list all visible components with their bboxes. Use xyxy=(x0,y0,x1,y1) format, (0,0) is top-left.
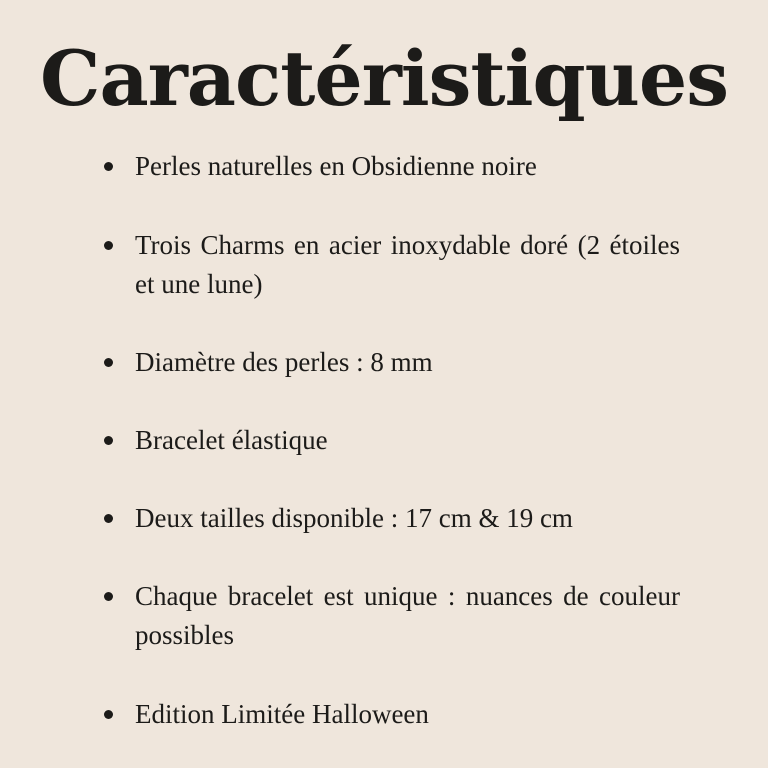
bullet-dot-icon xyxy=(104,162,113,171)
bullet-dot-icon xyxy=(104,358,113,367)
page-title: Caractéristiques xyxy=(40,34,728,123)
list-item-text: Chaque bracelet est unique : nuances de couleur possibles xyxy=(135,581,680,650)
bullet-dot-icon xyxy=(104,436,113,445)
bullet-dot-icon xyxy=(104,241,113,250)
bullet-dot-icon xyxy=(104,592,113,601)
list-item-text: Diamètre des perles : 8 mm xyxy=(135,347,433,377)
bullet-dot-icon xyxy=(104,514,113,523)
bullet-dot-icon xyxy=(104,710,113,719)
list-item-text: Edition Limitée Halloween xyxy=(135,699,429,729)
list-item-text: Trois Charms en acier inoxydable doré (2 étoiles et une lune) xyxy=(135,230,680,299)
list-item-text: Perles naturelles en Obsidienne noire xyxy=(135,151,537,181)
list-item-text: Deux tailles disponible : 17 cm & 19 cm xyxy=(135,503,573,533)
list-item-text: Bracelet élastique xyxy=(135,425,328,455)
